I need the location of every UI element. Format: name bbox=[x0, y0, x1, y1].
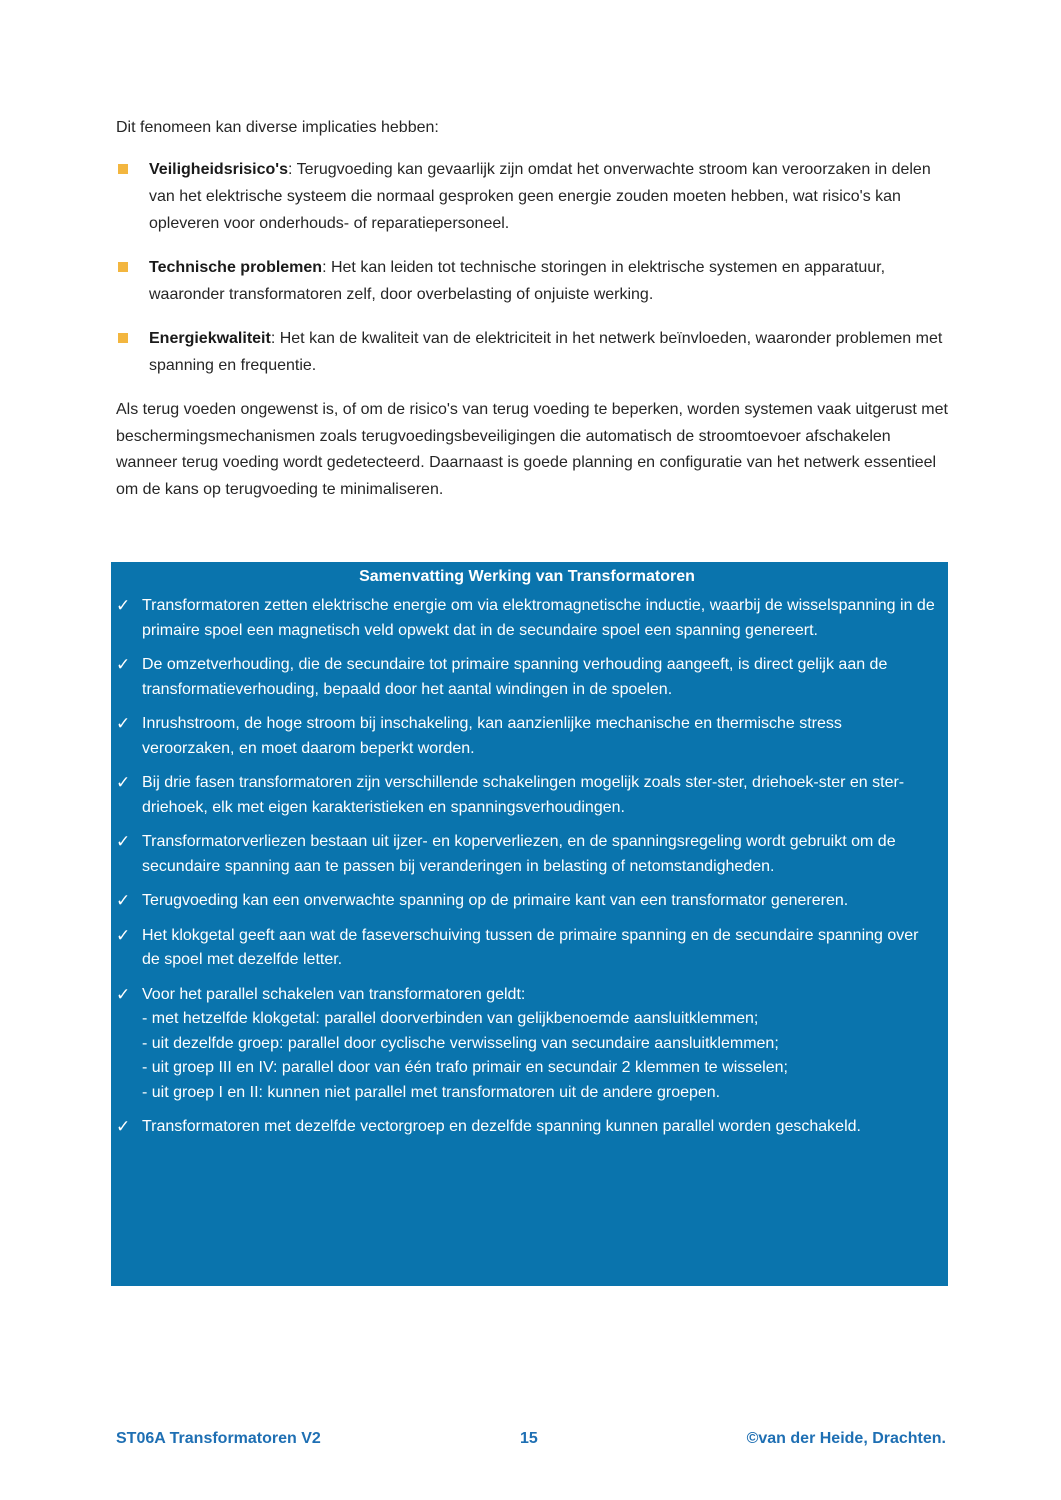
bullet-text: : Het kan de kwaliteit van de elektriciteit in het netwerk beïnvloeden, waaronder problemen met spanning en frequentie. bbox=[149, 330, 943, 374]
body-paragraph: Als terug voeden ongewenst is, of om de risico's van terug voeding te beperken, worden systemen vaak uitgerust met beschermingsmechanismen zoals terugvoedingsbeveiligingen die automatisch de stroomtoevoer afschakelen wanneer terug voeding wordt gedetecteerd. Daarnaast is goede planning en configuratie van het netwerk essentieel om de kans op terugvoeding te minimaliseren. bbox=[116, 401, 948, 498]
list-item bbox=[116, 325, 946, 379]
summary-title: Samenvatting Werking van Transformatoren bbox=[359, 568, 695, 585]
summary-item-text: Het klokgetal geeft aan wat de faseverschuiving tussen de primaire spanning en de secundaire spanning over de spoel met dezelfde letter. bbox=[142, 926, 919, 968]
summary-item bbox=[116, 594, 938, 643]
parallel-line: - uit groep III en IV: parallel door van één trafo primair en secundair 2 klemmen te wisselen; bbox=[142, 1059, 788, 1076]
parallel-line: - met hetzelfde klokgetal: parallel doorverbinden van gelijkbenoemde aansluitklemmen; bbox=[142, 1010, 759, 1027]
parallel-line: - uit dezelfde groep: parallel door cyclische verwisseling van secundaire aansluitklemmen; bbox=[142, 1034, 779, 1052]
summary-item-text: Transformatorverliezen bestaan uit ijzer- en koperverliezen, en de spanningsregeling wordt gebruikt om de secundaire spanning aan te passen bij veranderingen in belasting of netomstandigheden. bbox=[142, 833, 896, 875]
footer-copyright: ©van der Heide, Drachten. bbox=[746, 1430, 946, 1447]
implications-list bbox=[116, 156, 946, 396]
square-bullet-icon bbox=[118, 333, 128, 343]
summary-item bbox=[116, 1115, 938, 1140]
checkmark-icon: ✓ bbox=[116, 891, 131, 911]
intro-text: Dit fenomeen kan diverse implicaties hebben: bbox=[116, 119, 439, 136]
summary-item-text: Transformatoren zetten elektrische energie om via elektromagnetische inductie, waarbij de wisselspanning in de primaire spoel een magnetisch veld opwekt dat in de secundaire spoel een spanning genereert. bbox=[142, 597, 935, 639]
summary-list bbox=[116, 594, 938, 1140]
bullet-term: Technische problemen bbox=[149, 259, 323, 276]
parallel-line: - uit groep I en II: kunnen niet parallel met transformatoren uit de andere groepen. bbox=[142, 1083, 721, 1101]
checkmark-icon: ✓ bbox=[116, 1117, 131, 1137]
summary-item bbox=[116, 889, 938, 914]
checkmark-icon: ✓ bbox=[116, 925, 131, 946]
page-number: 15 bbox=[520, 1430, 538, 1447]
summary-item bbox=[116, 771, 938, 820]
summary-box bbox=[111, 562, 948, 1286]
summary-item-text: Inrushstroom, de hoge stroom bij inschakeling, kan aanzienlijke mechanische en thermische stress veroorzaken, en moet daarom beperkt worden. bbox=[142, 715, 842, 757]
list-item bbox=[116, 254, 946, 308]
bullet-term: Energiekwaliteit bbox=[149, 330, 271, 347]
checkmark-icon: ✓ bbox=[116, 773, 131, 793]
square-bullet-icon bbox=[118, 164, 128, 174]
footer-document-title: ST06A Transformatoren V2 bbox=[116, 1430, 321, 1447]
summary-item-text: De omzetverhouding, die de secundaire tot primaire spanning verhouding aangeeft, is direct gelijk aan de transformatieverhouding, bepaald door het aantal windingen in de spoelen. bbox=[142, 656, 888, 698]
summary-item-parallel bbox=[116, 983, 938, 1106]
bullet-text: : Terugvoeding kan gevaarlijk zijn omdat het onverwachte stroom kan veroorzaken in delen van het elektrische systeem die normaal gesproken geen energie zouden moeten hebben, wat risico's kan opleveren voor onderhouds- of reparatiepersoneel. bbox=[149, 161, 931, 232]
checkmark-icon: ✓ bbox=[116, 655, 131, 675]
checkmark-icon: ✓ bbox=[116, 984, 131, 1005]
summary-item bbox=[116, 653, 938, 702]
checkmark-icon: ✓ bbox=[116, 832, 131, 852]
summary-item-text: Terugvoeding kan een onverwachte spanning op de primaire kant van een transformator genereren. bbox=[142, 892, 849, 909]
summary-item-text: Transformatoren met dezelfde vectorgroep en dezelfde spanning kunnen parallel worden geschakeld. bbox=[142, 1118, 861, 1135]
checkmark-icon: ✓ bbox=[116, 596, 131, 616]
bullet-term: Veiligheidsrisico's bbox=[149, 161, 288, 178]
summary-item bbox=[116, 924, 938, 973]
summary-item bbox=[116, 830, 938, 879]
page-footer bbox=[116, 1430, 946, 1454]
square-bullet-icon bbox=[118, 262, 128, 272]
checkmark-icon: ✓ bbox=[116, 714, 131, 734]
list-item bbox=[116, 156, 946, 237]
summary-item bbox=[116, 712, 938, 761]
summary-item-text: Bij drie fasen transformatoren zijn verschillende schakelingen mogelijk zoals ster-ster, driehoek-ster en ster-driehoek, elk met eigen karakteristieken en spanningsverhoudingen. bbox=[142, 774, 905, 816]
bullet-text: : Het kan leiden tot technische storingen in elektrische systemen en apparatuur, waaronder transformatoren zelf, door overbelasting of onjuiste werking. bbox=[149, 259, 886, 303]
parallel-intro: Voor het parallel schakelen van transformatoren geldt: bbox=[142, 985, 526, 1003]
